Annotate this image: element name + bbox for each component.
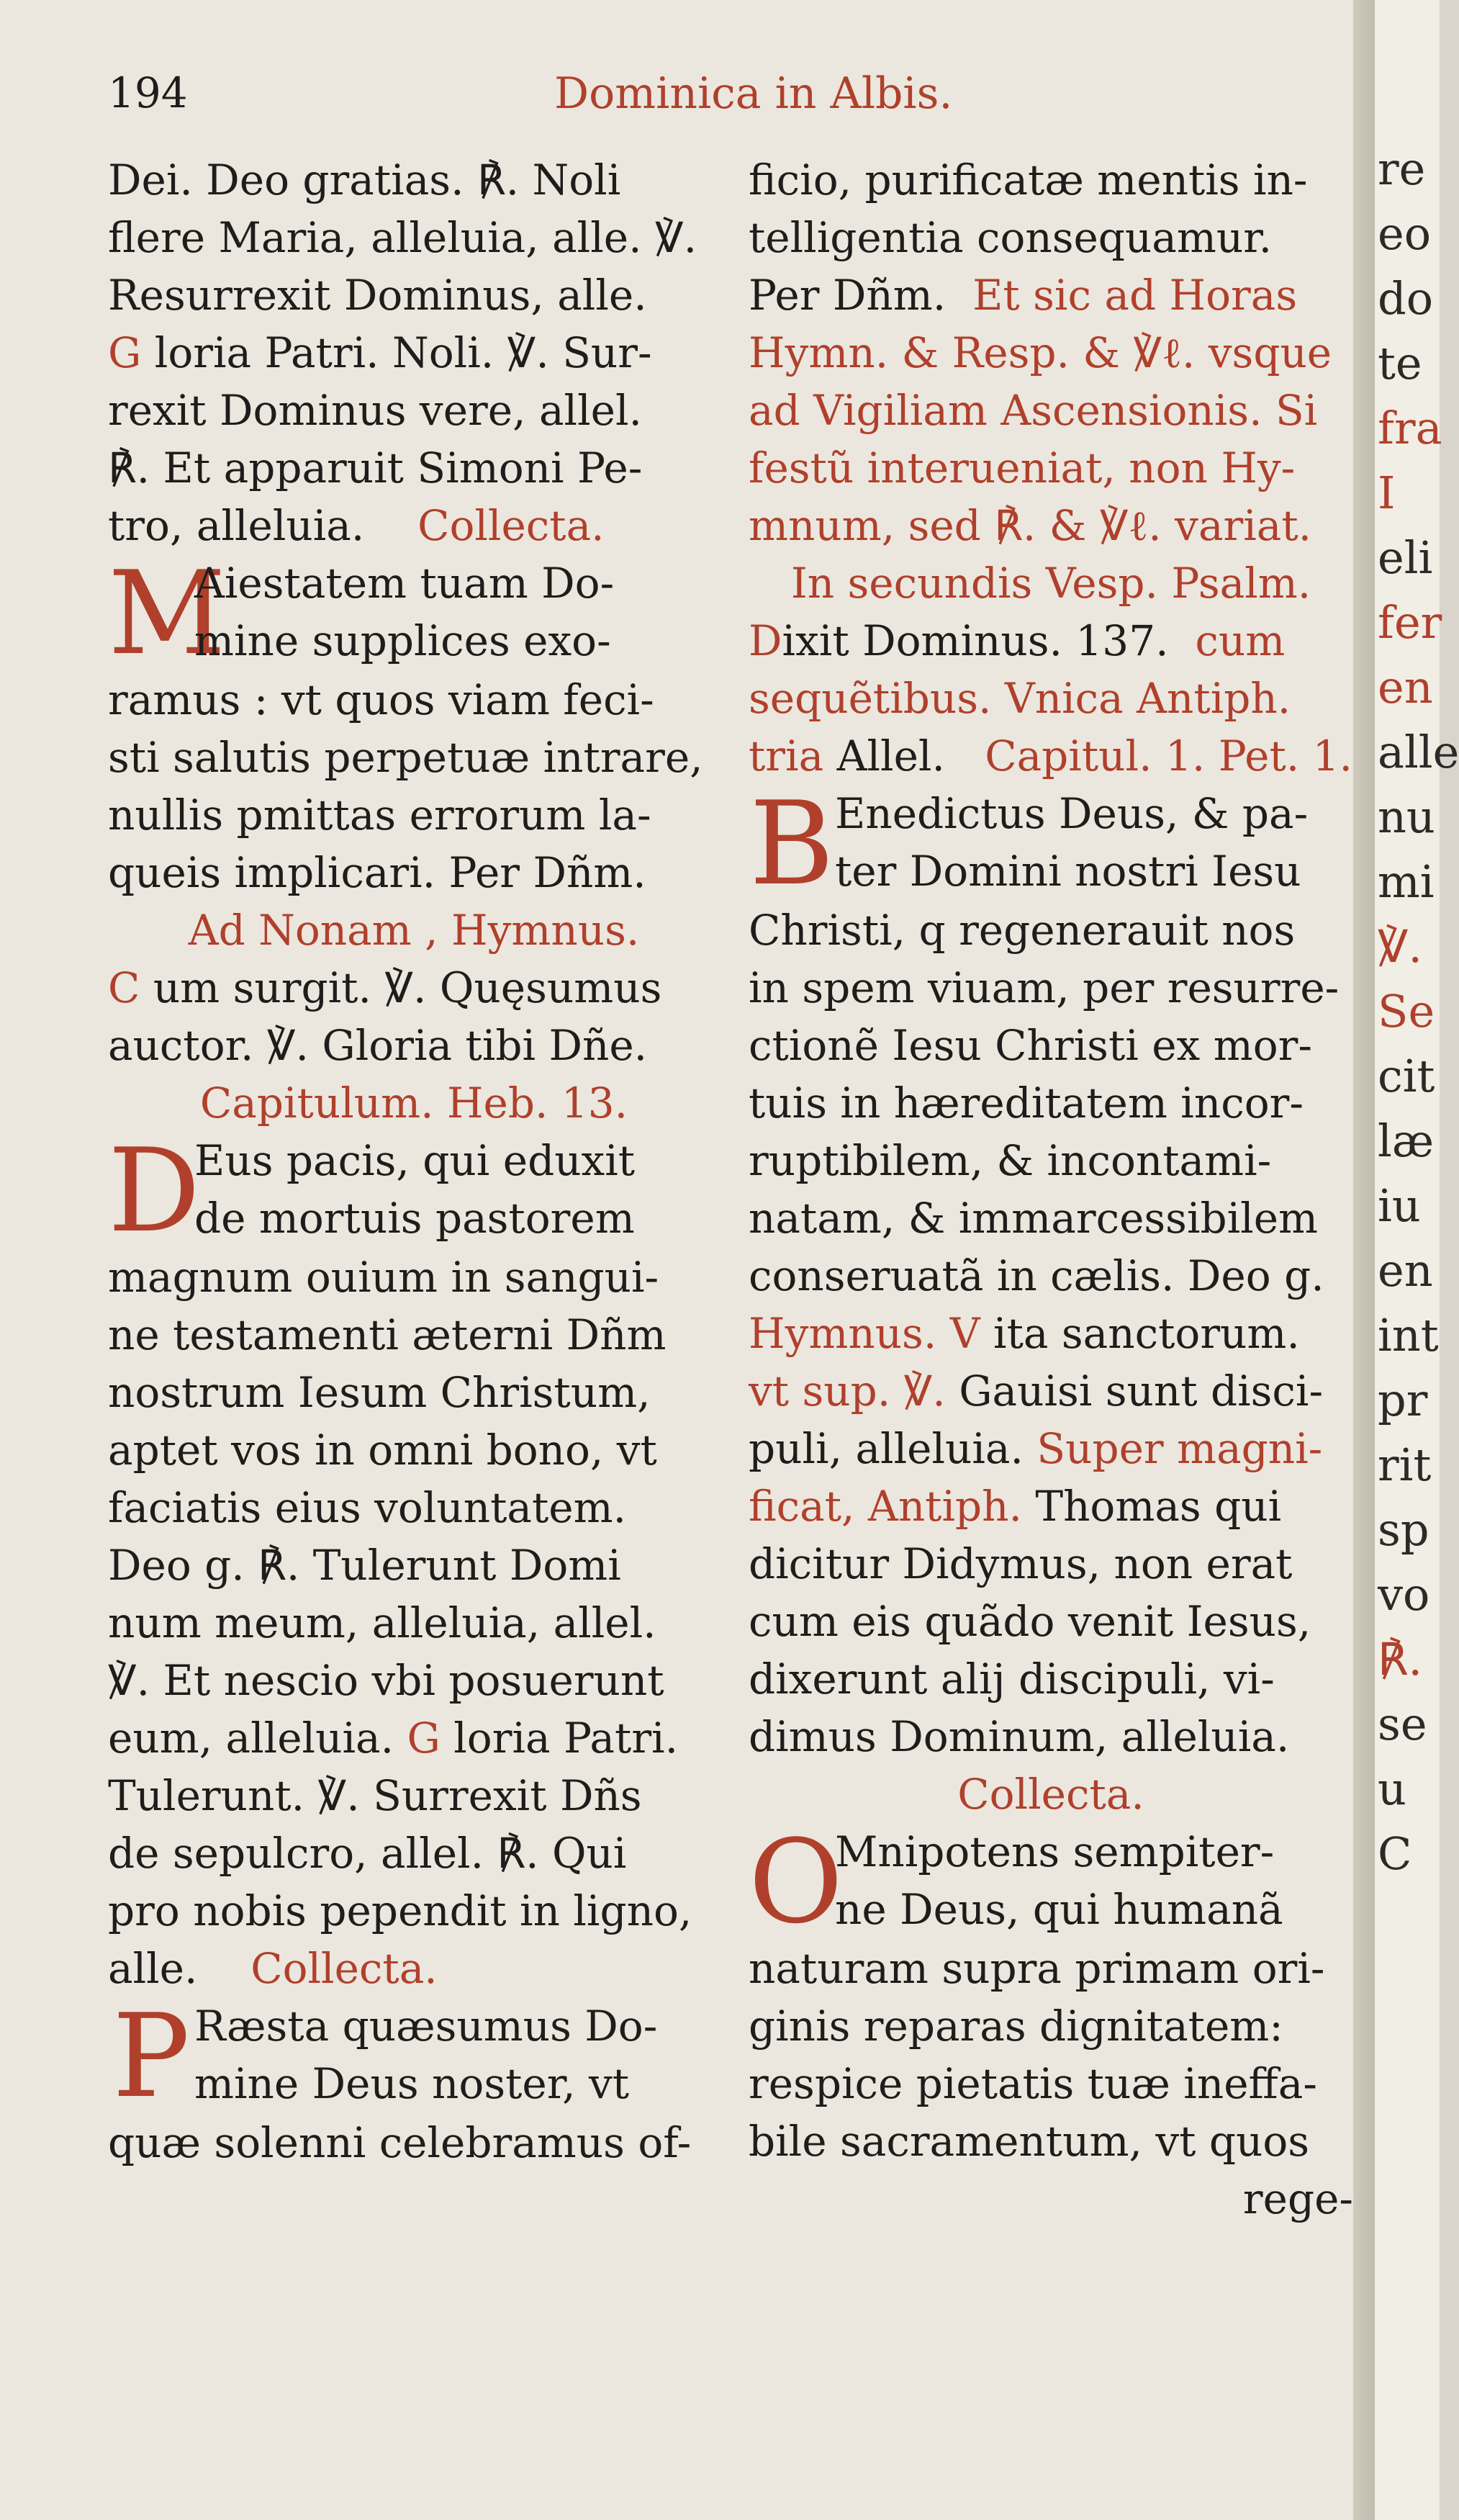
edge-fragment: nu (1378, 791, 1435, 843)
text-line: Ræsta quæsumus Do- (194, 2002, 658, 2051)
text-line: rexit Dominus vere, allel. (108, 386, 642, 435)
edge-fragment: ℣. (1378, 920, 1423, 973)
text-line: alle. Collecta. (108, 1944, 438, 1993)
text-line: respice pietatis tuæ ineffa- (749, 2059, 1317, 2108)
text-line: dixerunt alij discipuli, vi- (749, 1655, 1275, 1704)
edge-fragment: fra (1378, 402, 1442, 454)
text-line: ne Deus, qui humanã (835, 1885, 1283, 1934)
drop-cap: O (749, 1814, 844, 1949)
rubric-initial: D (749, 616, 782, 665)
text-line: Eus pacis, qui eduxit (194, 1136, 636, 1185)
edge-fragment: rit (1378, 1439, 1432, 1491)
text-line: flere Maria, alleluia, alle. ℣. (108, 213, 697, 262)
edge-fragment: cit (1378, 1050, 1435, 1102)
text-line: magnum ouium in sangui- (108, 1253, 659, 1302)
text-line: queis implicari. Per Dñm. (108, 848, 646, 897)
next-page-edge (1375, 0, 1459, 2520)
rubric-line: festũ interueniat, non Hy- (749, 444, 1296, 492)
edge-fragment: fer (1378, 596, 1442, 649)
rubric-heading: Capitulum. Heb. 13. (199, 1079, 628, 1128)
edge-fragment: en (1378, 1244, 1433, 1297)
text-line: mine supplices exo- (194, 616, 611, 665)
text-line: pro nobis pependit in ligno, (108, 1886, 692, 1935)
drop-cap-paragraph (749, 1814, 1353, 1949)
text-line: G loria Patri. Noli. ℣. Sur- (108, 328, 652, 377)
text-line: Mnipotens sempiter- (835, 1827, 1275, 1876)
running-title: Dominica in Albis. (554, 68, 953, 119)
text-line: Deo g. ℟. Tulerunt Domi (108, 1541, 621, 1590)
rubric-initial: G (108, 328, 142, 377)
edge-fragment: vo (1378, 1568, 1430, 1621)
text-line: Enedictus Deus, & pa- (835, 789, 1309, 838)
rubric-line: mnum, sed ℟. & ℣ℓ. variat. (749, 501, 1312, 550)
text-line: ctionẽ Iesu Christi ex mor- (749, 1021, 1312, 1070)
text-line: eum, alleluia. G loria Patri. (108, 1714, 679, 1763)
edge-fragment: ℟. (1378, 1633, 1423, 1686)
text-line: nullis pmittas errorum la- (108, 791, 651, 840)
text-line: ginis reparas dignitatem: (749, 2002, 1283, 2051)
edge-fragment: re (1378, 143, 1426, 195)
rubric-line: sequẽtibus. Vnica Antiph. (749, 674, 1291, 723)
text-line: num meum, alleluia, allel. (108, 1598, 656, 1647)
text-line: Aiestatem tuam Do- (194, 559, 615, 608)
edge-fragment: eo (1378, 207, 1432, 260)
drop-cap-paragraph (749, 776, 1353, 911)
edge-fragment: do (1378, 272, 1434, 325)
text-line: tro, alleluia. Collecta. (108, 501, 605, 550)
text-line: mine Deus noster, vt (194, 2059, 630, 2108)
drop-cap: D (108, 1123, 201, 1258)
drop-cap: B (749, 776, 834, 911)
text-line: Dixit Dominus. 137. cum (749, 616, 1286, 665)
drop-cap: M (108, 546, 226, 680)
rubric-line: ad Vigiliam Ascensionis. Si (749, 386, 1318, 435)
text-line: auctor. ℣. Gloria tibi Dñe. (108, 1021, 648, 1070)
text-line: C um surgit. ℣. Quęsumus (108, 963, 662, 1012)
text-line: Christi, q regenerauit nos (749, 906, 1296, 955)
edge-fragment: mi (1378, 855, 1435, 908)
edge-fragment: Se (1378, 985, 1435, 1038)
text-line: de mortuis pastorem (194, 1194, 635, 1243)
edge-fragment: C (1378, 1827, 1412, 1880)
text-line: Hymnus. V ita sanctorum. (749, 1309, 1300, 1358)
edge-fragment: pr (1378, 1374, 1428, 1426)
text-line: cum eis quãdo venit Iesus, (749, 1597, 1311, 1646)
text-line: dimus Dominum, alleluia. (749, 1712, 1290, 1761)
text-line: natam, & immarcessibilem (749, 1194, 1319, 1243)
catchword: rege- (1242, 2174, 1353, 2223)
text-line: ficat, Antiph. Thomas qui (749, 1482, 1282, 1531)
text-line: ne testamenti æterni Dñm (108, 1310, 667, 1359)
text-line: ℟. Et apparuit Simoni Pe- (108, 444, 643, 492)
rubric-heading: Collecta. (250, 1944, 438, 1993)
rubric-heading: Collecta. (957, 1770, 1144, 1819)
drop-cap-paragraph (108, 1123, 720, 1258)
edge-fragment: te (1378, 337, 1422, 390)
edge-fragment: u (1378, 1763, 1406, 1815)
drop-cap: P (112, 1989, 190, 2123)
page-number: 194 (108, 68, 188, 117)
drop-cap-paragraph (108, 546, 720, 680)
text-line: Tulerunt. ℣. Surrexit Dñs (108, 1771, 642, 1820)
drop-cap-paragraph (108, 1989, 720, 2123)
rubric-initial: C (108, 963, 140, 1012)
edge-fragment: eli (1378, 531, 1433, 584)
text-line: Dei. Deo gratias. ℟. Noli (108, 156, 621, 204)
rubric-heading: Collecta. (417, 501, 605, 550)
text-line: conseruatã in cælis. Deo g. (749, 1251, 1324, 1300)
rubric-text: Et sic ad Horas (972, 271, 1298, 320)
rubric-initial: G (407, 1714, 441, 1763)
edge-fragment: int (1378, 1309, 1439, 1362)
rubric-heading: In secundis Vesp. Psalm. (790, 559, 1311, 608)
text-line: ℣. Et nescio vbi posuerunt (108, 1656, 664, 1705)
text-line: tria Allel. Capitul. 1. Pet. 1. (749, 732, 1352, 780)
text-line: tuis in hæreditatem incor- (749, 1079, 1304, 1128)
text-line: ter Domini nostri Iesu (835, 847, 1301, 896)
rubric-initial: V (949, 1309, 980, 1358)
text-line: faciatis eius voluntatem. (108, 1483, 627, 1532)
left-column (108, 151, 720, 2172)
text-line: aptet vos in omni bono, vt (108, 1426, 657, 1475)
text-line: sti salutis perpetuæ intrare, (108, 733, 703, 782)
edge-fragment: sp (1378, 1503, 1429, 1556)
text-line: vt sup. ℣. Gauisi sunt disci- (749, 1367, 1324, 1416)
text-line: nostrum Iesum Christum, (108, 1368, 651, 1417)
text-line: dicitur Didymus, non erat (749, 1539, 1293, 1588)
text-line: ruptibilem, & incontami- (749, 1136, 1272, 1185)
rubric-line: Hymn. & Resp. & ℣ℓ. vsque (749, 328, 1332, 377)
edge-fragment: en (1378, 661, 1433, 714)
text-line: in spem viuam, per resurre- (749, 963, 1340, 1012)
edge-fragment: læ (1378, 1115, 1435, 1167)
text-line: naturam supra primam ori- (749, 1944, 1325, 1993)
text-line: Per Dñm. Et sic ad Horas (749, 271, 1298, 320)
text-line: bile sacramentum, vt quos (749, 2117, 1310, 2166)
text-line: ramus : vt quos viam feci- (108, 675, 654, 724)
edge-fragment: se (1378, 1698, 1427, 1750)
edge-fragment: iu (1378, 1179, 1421, 1232)
rubric-heading: Ad Nonam , Hymnus. (188, 906, 640, 955)
text-line: telligentia consequamur. (749, 213, 1273, 262)
right-column (749, 151, 1353, 2228)
edge-fragment: alle (1378, 726, 1459, 778)
text-line: quæ solenni celebramus of- (108, 2118, 692, 2167)
rubric-heading: Capitul. 1. Pet. 1. (985, 732, 1352, 780)
text-line: ficio, purificatæ mentis in- (749, 156, 1308, 204)
text-line: Resurrexit Dominus, alle. (108, 271, 647, 320)
text-line: de sepulcro, allel. ℟. Qui (108, 1829, 627, 1878)
text-line: puli, alleluia. Super magni- (749, 1424, 1323, 1473)
edge-fragment: I (1378, 467, 1396, 519)
